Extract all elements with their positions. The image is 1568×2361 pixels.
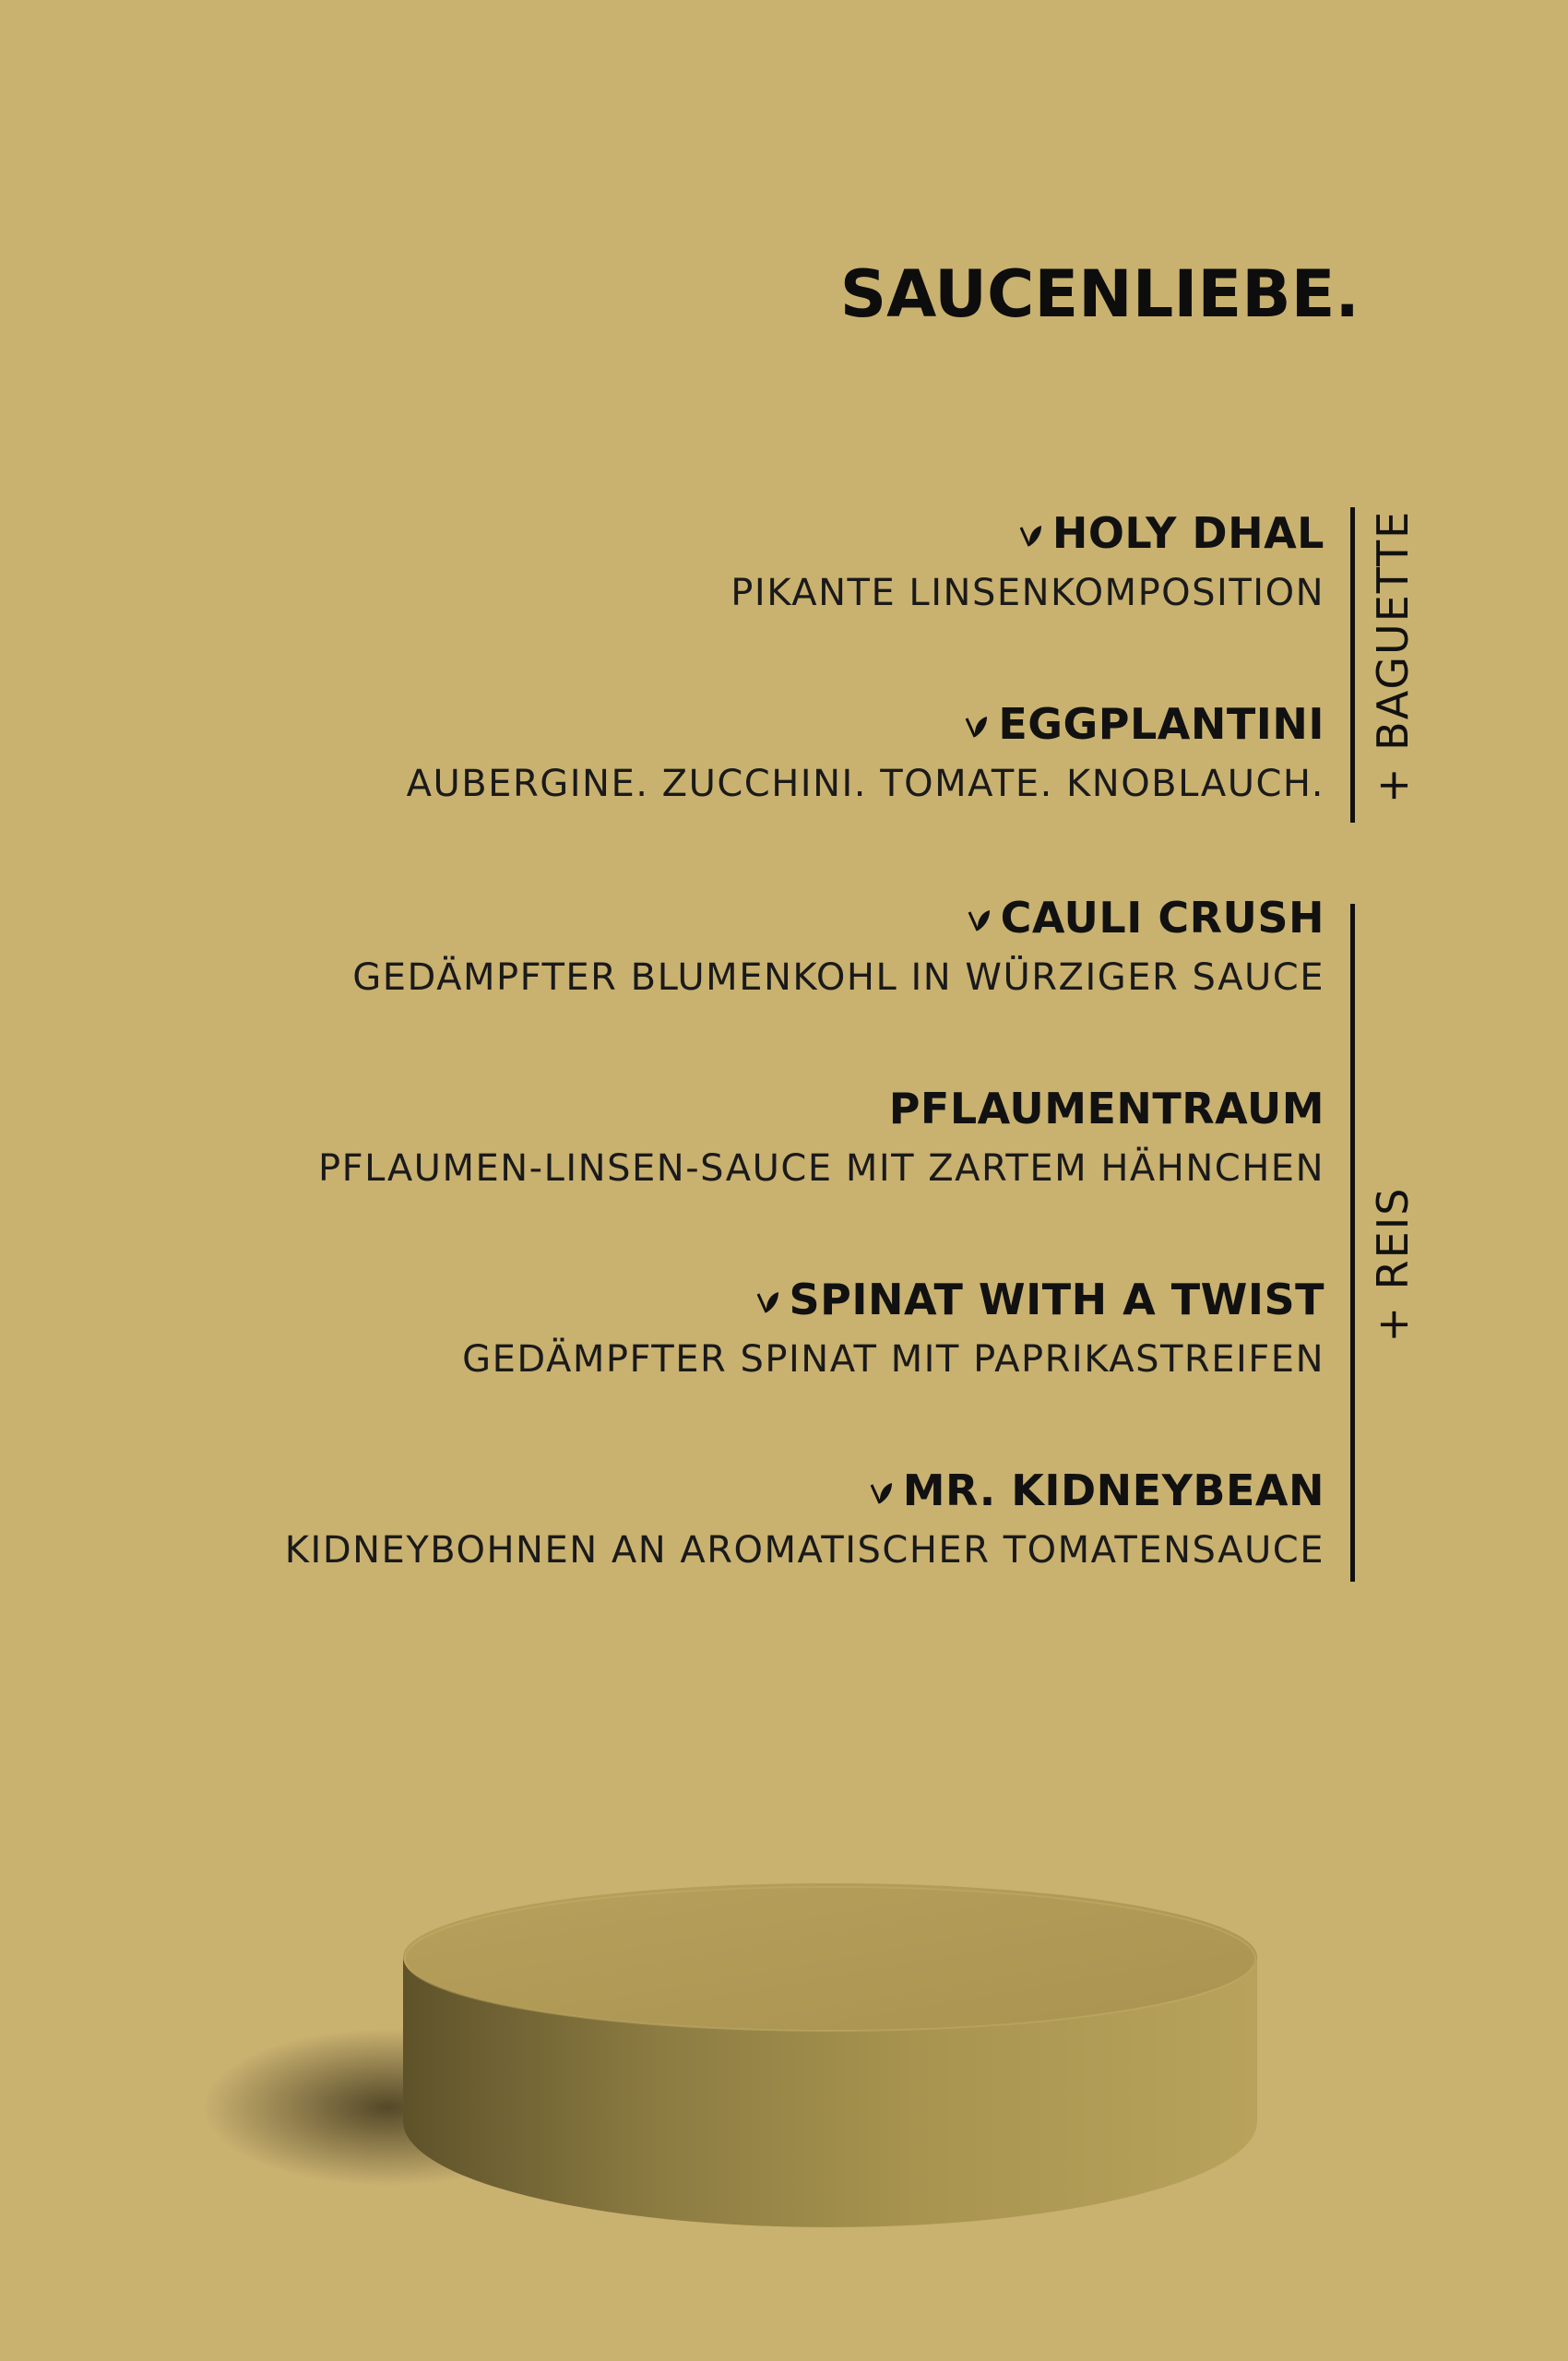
side-label-baguette: + BAGUETTE [1368, 509, 1418, 803]
item-name: SPINAT WITH A TWIST [789, 1275, 1324, 1324]
item-description: PFLAUMEN-LINSEN-SAUCE MIT ZARTEM HÄHNCHEN [317, 1147, 1324, 1190]
item-name: EGGPLANTINI [998, 699, 1324, 749]
item-description: AUBERGINE. ZUCCHINI. TOMATE. KNOBLAUCH. [406, 763, 1324, 805]
page-title: SAUCENLIEBE. [839, 256, 1360, 332]
item-description: KIDNEYBOHNEN AN AROMATISCHER TOMATENSAUCE [284, 1529, 1324, 1572]
side-label-reis: + REIS [1368, 1186, 1418, 1343]
item-name: MR. KIDNEYBEAN [902, 1465, 1324, 1515]
item-name: CAULI CRUSH [1000, 893, 1324, 943]
item-name: PFLAUMENTRAUM [888, 1084, 1324, 1133]
item-description: GEDÄMPFTER BLUMENKOHL IN WÜRZIGER SAUCE [352, 956, 1324, 999]
item-description: GEDÄMPFTER SPINAT MIT PAPRIKASTREIFEN [462, 1338, 1324, 1381]
item-name: HOLY DHAL [1051, 508, 1324, 558]
item-description: PIKANTE LINSENKOMPOSITION [731, 572, 1324, 614]
